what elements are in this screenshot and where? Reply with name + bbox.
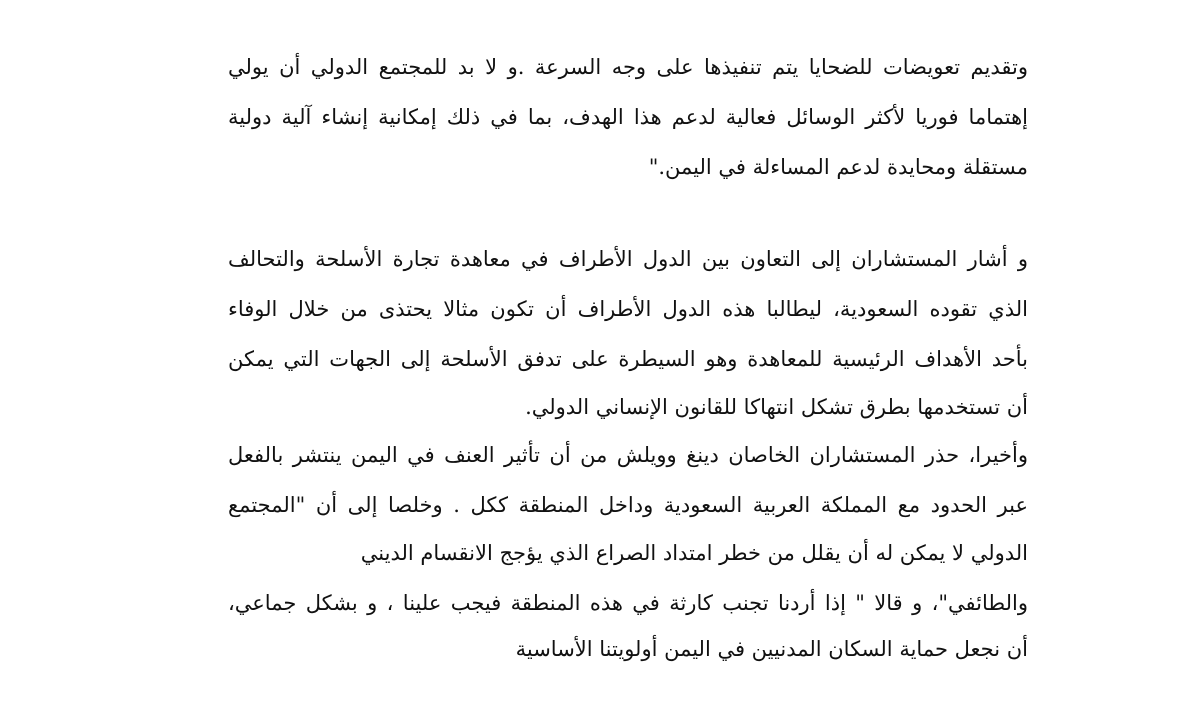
- paragraph-2-line-2: الذي تقوده السعودية، ليطالبا هذه الدول الأطراف أن تكون مثالا يحتذى من خلال الوفاء: [228, 297, 1028, 321]
- paragraph-1-line-3: مستقلة ومحايدة لدعم المساءلة في اليمن.": [648, 155, 1028, 179]
- paragraph-2-line-4: أن تستخدمها بطرق تشكل انتهاكا للقانون الإنساني الدولي.: [525, 395, 1028, 419]
- paragraph-1-line-2: إهتماما فوريا لأكثر الوسائل فعالية لدعم هذا الهدف، بما في ذلك إمكانية إنشاء آلية دولية: [228, 105, 1028, 129]
- paragraph-3-line-2: عبر الحدود مع المملكة العربية السعودية وداخل المنطقة ككل . وخلصا إلى أن "المجتمع: [228, 493, 1028, 517]
- paragraph-3-line-3: الدولي لا يمكن له أن يقلل من خطر امتداد الصراع الذي يؤجج الانقسام الديني: [360, 541, 1028, 565]
- paragraph-2-line-3: بأحد الأهداف الرئيسية للمعاهدة وهو السيطرة على تدفق الأسلحة إلى الجهات التي يمكن: [228, 347, 1028, 371]
- paragraph-1-line-1: وتقديم تعويضات للضحايا يتم تنفيذها على وجه السرعة .و لا بد للمجتمع الدولي أن يولي: [228, 55, 1028, 79]
- paragraph-2-line-1: و أشار المستشاران إلى التعاون بين الدول الأطراف في معاهدة تجارة الأسلحة والتحالف: [228, 247, 1028, 271]
- paragraph-3-line-5: أن نجعل حماية السكان المدنيين في اليمن أولويتنا الأساسية: [515, 637, 1028, 661]
- paragraph-3-line-4: والطائفي"، و قالا " إذا أردنا تجنب كارثة في هذه المنطقة فيجب علينا ، و بشكل جماعي،: [228, 591, 1028, 615]
- paragraph-3-line-1: وأخيرا، حذر المستشاران الخاصان دينغ وويلش من أن تأثير العنف في اليمن ينتشر بالفعل: [228, 443, 1028, 467]
